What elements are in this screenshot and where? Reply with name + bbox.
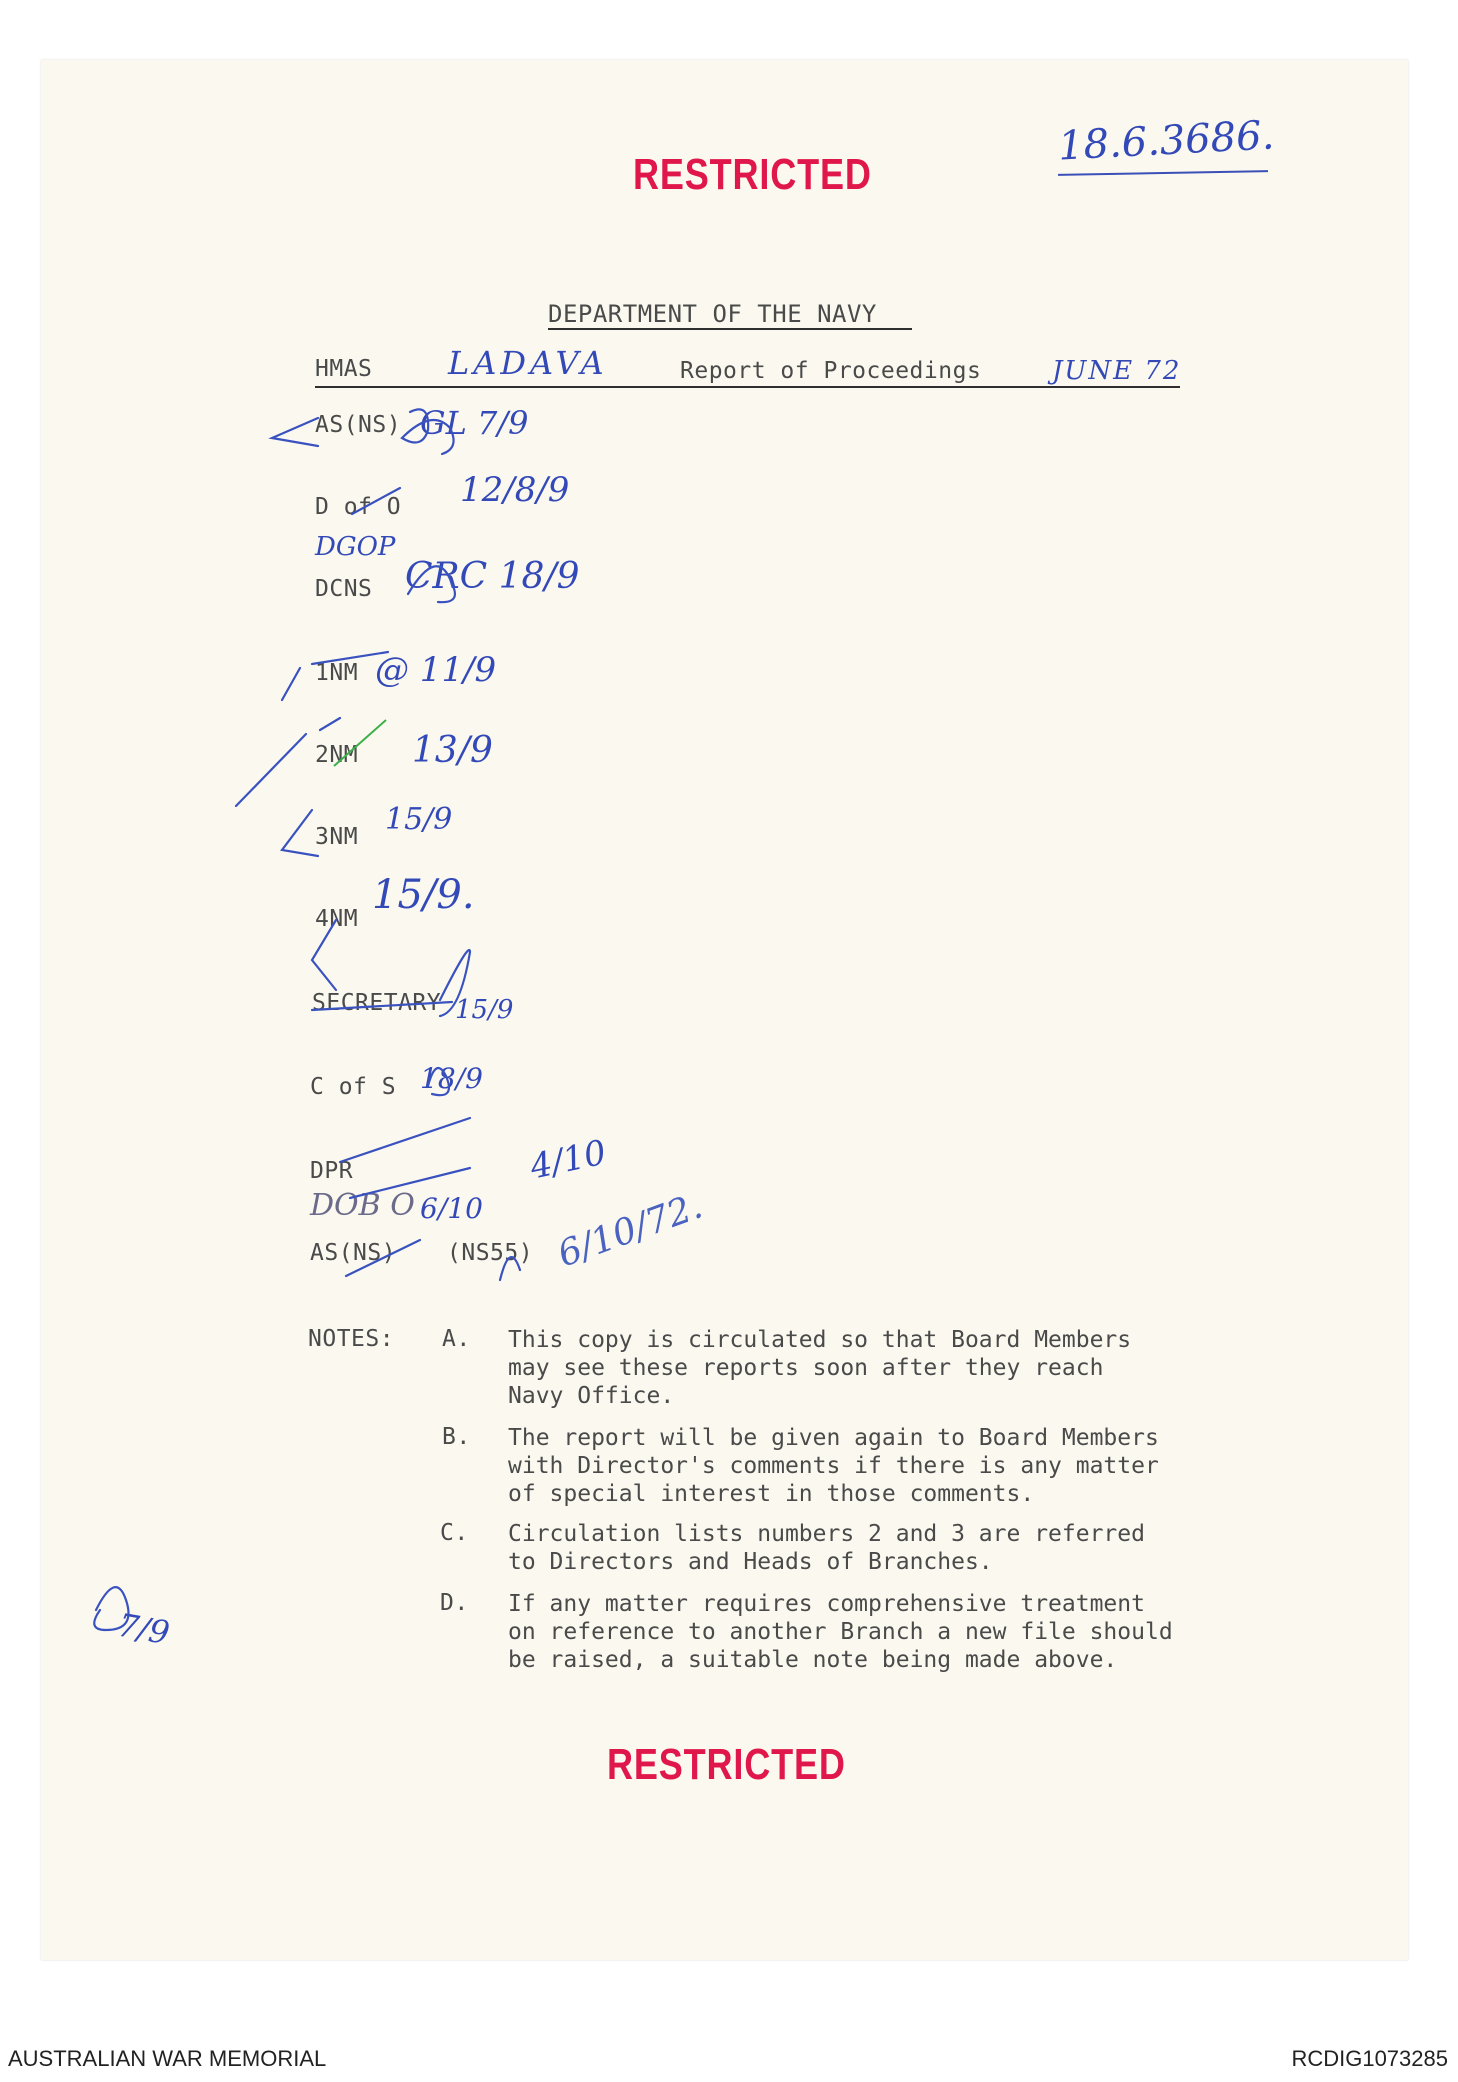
annotation-dgop: DGOP [315, 532, 396, 562]
routing-label-dpr: DPR [310, 1158, 354, 1184]
note-d-line-2: on reference to another Branch a new file should [508, 1619, 1173, 1645]
department-title: DEPARTMENT OF THE NAVY [548, 300, 877, 328]
routing-label-ns55: (NS55) [447, 1240, 534, 1266]
margin-initial-date: 7/9 [115, 1605, 173, 1653]
initial-as-ns [402, 409, 454, 454]
initial-dcns [408, 566, 455, 602]
sig-secretary [312, 950, 470, 1016]
routing-label-secretary: SECRETARY [312, 990, 442, 1016]
note-b-line-3: of special interest in those comments. [508, 1481, 1035, 1507]
tick-2nm [236, 718, 340, 806]
routing-annotation-secretary: 15/9 [455, 995, 514, 1025]
routing-label-as-ns: AS(NS) [315, 412, 402, 438]
routing-label-as-ns-final: AS(NS) [310, 1240, 397, 1266]
footer-record-id: RCDIG1073285 [1291, 2046, 1448, 2071]
routing-label-c-of-s: C of S [310, 1074, 397, 1100]
sig-margin [94, 1587, 128, 1630]
tick-as-ns [272, 418, 318, 446]
restricted-stamp-bottom: RESTRICTED [607, 1740, 846, 1789]
hmas-label: HMAS [315, 356, 373, 382]
note-a-line-1: This copy is circulated so that Board Members [508, 1327, 1132, 1353]
annotation-dob: DOB O [310, 1188, 415, 1223]
routing-label-dcns: DCNS [315, 576, 373, 602]
routing-annotation-dpr: 4/10 [526, 1132, 610, 1188]
routing-label-1nm: 1NM [315, 660, 359, 686]
green-mark-2nm [334, 720, 386, 766]
note-c-line-1: Circulation lists numbers 2 and 3 are referred [508, 1521, 1145, 1547]
tick-3nm [282, 810, 318, 856]
routing-label-3nm: 3NM [315, 824, 359, 850]
notes-heading: NOTES: [308, 1326, 395, 1352]
note-letter-c: C. [440, 1520, 469, 1546]
report-label: Report of Proceedings [680, 358, 982, 384]
note-c-line-2: to Directors and Heads of Branches. [508, 1549, 993, 1575]
report-period: JUNE 72 [1052, 356, 1182, 386]
sig-c-of-s [428, 1068, 449, 1095]
routing-annotation-as-ns: GL 7/9 [420, 404, 529, 442]
restricted-stamp-top: RESTRICTED [633, 150, 872, 199]
note-letter-d: D. [440, 1590, 469, 1616]
routing-label-4nm: 4NM [315, 906, 359, 932]
tick-4nm [312, 920, 336, 990]
routing-annotation-as-ns-final: 6/10/72. [552, 1185, 708, 1276]
note-d-line-1: If any matter requires comprehensive treatment [508, 1591, 1145, 1617]
routing-label-d-of-o: D of O [315, 494, 402, 520]
footer-archive-name: AUSTRALIAN WAR MEMORIAL [8, 2046, 327, 2071]
strike-dpr [340, 1118, 470, 1198]
routing-annotation-dcns: CRC 18/9 [405, 556, 580, 597]
routing-annotation-3nm: 15/9 [385, 802, 453, 837]
reference-number: 18.6.3686. [1056, 112, 1276, 170]
routing-annotation-2nm: 13/9 [412, 730, 493, 771]
routing-annotation-c-of-s: 18/9 [420, 1062, 483, 1095]
note-letter-b: B. [442, 1424, 471, 1450]
strike-as-ns-final [346, 1240, 520, 1280]
strike-d-of-o [352, 488, 400, 514]
note-a-line-2: may see these reports soon after they reach [508, 1355, 1104, 1381]
note-a-line-3: Navy Office. [508, 1383, 675, 1409]
tick-1nm [282, 652, 388, 700]
note-b-line-2: with Director's comments if there is any matter [508, 1453, 1159, 1479]
note-d-line-3: be raised, a suitable note being made above. [508, 1647, 1118, 1673]
annotation-dpr-date: 6/10 [420, 1192, 483, 1225]
routing-label-2nm: 2NM [315, 742, 359, 768]
note-letter-a: A. [442, 1326, 471, 1352]
routing-annotation-1nm: @ 11/9 [375, 650, 497, 690]
routing-annotation-d-of-o: 12/8/9 [460, 470, 570, 510]
note-b-line-1: The report will be given again to Board Members [508, 1425, 1159, 1451]
ship-name: LADAVA [448, 344, 608, 382]
routing-annotation-4nm: 15/9. [372, 872, 475, 918]
